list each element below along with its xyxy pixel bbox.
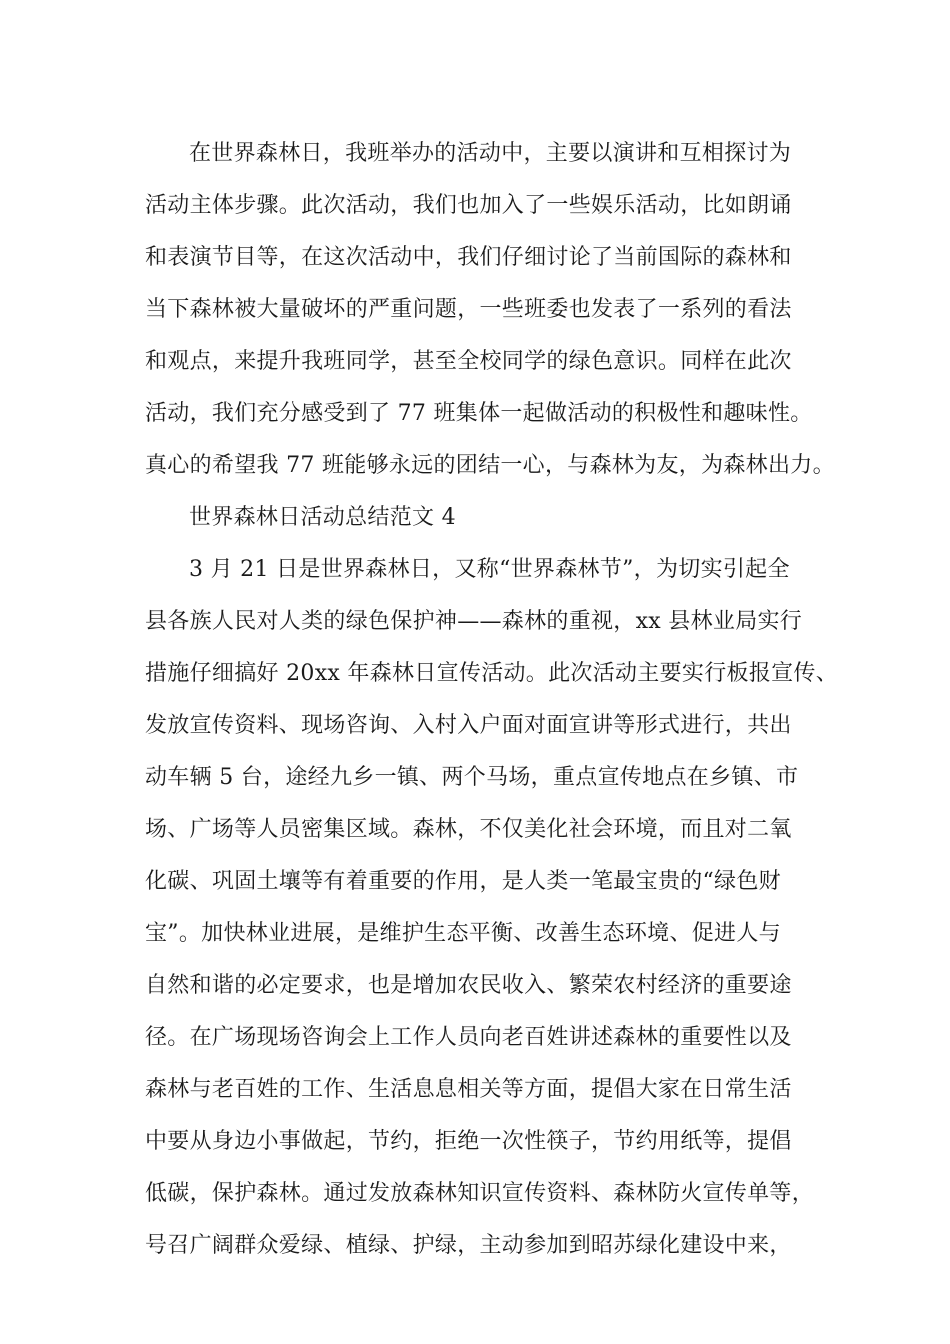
paragraph-line: 森林与老百姓的工作、生活息息相关等方面，提倡大家在日常生活 bbox=[145, 1077, 792, 1102]
paragraph-line: 活动主体步骤。此次活动，我们也加入了一些娱乐活动，比如朗诵 bbox=[145, 193, 792, 218]
paragraph-line: 措施仔细搞好 20xx 年森林日宣传活动。此次活动主要实行板报宣传、 bbox=[145, 661, 838, 686]
document-body bbox=[145, 128, 838, 1272]
paragraph-line: 场、广场等人员密集区域。森林，不仅美化社会环境，而且对二氧 bbox=[145, 817, 792, 842]
paragraph-line: 和表演节目等，在这次活动中，我们仔细讨论了当前国际的森林和 bbox=[145, 245, 792, 270]
paragraph-line: 发放宣传资料、现场咨询、入村入户面对面宣讲等形式进行，共出 bbox=[145, 713, 792, 738]
paragraph-line: 宝”。加快林业进展，是维护生态平衡、改善生态环境、促进人与 bbox=[145, 921, 781, 946]
paragraph-line: 在世界森林日，我班举办的活动中，主要以演讲和互相探讨为 bbox=[189, 141, 792, 166]
paragraph-line: 真心的希望我 77 班能够永远的团结一心，与森林为友，为森林出力。 bbox=[145, 453, 835, 478]
paragraph-line: 低碳，保护森林。通过发放森林知识宣传资料、森林防火宣传单等， bbox=[145, 1181, 815, 1206]
paragraph-line: 径。在广场现场咨询会上工作人员向老百姓讲述森林的重要性以及 bbox=[145, 1025, 792, 1050]
paragraph-line: 当下森林被大量破坏的严重问题，一些班委也发表了一系列的看法 bbox=[145, 297, 792, 322]
paragraph-line: 3 月 21 日是世界森林日，又称“世界森林节”，为切实引起全 bbox=[189, 557, 790, 582]
paragraph-line: 和观点，来提升我班同学，甚至全校同学的绿色意识。同样在此次 bbox=[145, 349, 792, 374]
paragraph-line: 动车辆 5 台，途经九乡一镇、两个马场，重点宣传地点在乡镇、市 bbox=[145, 765, 799, 790]
paragraph-line: 自然和谐的必定要求，也是增加农民收入、繁荣农村经济的重要途 bbox=[145, 973, 792, 998]
paragraph-line: 县各族人民对人类的绿色保护神——森林的重视，xx 县林业局实行 bbox=[145, 609, 803, 634]
paragraph-line: 号召广阔群众爱绿、植绿、护绿，主动参加到昭苏绿化建设中来， bbox=[145, 1233, 792, 1258]
paragraph-line: 中要从身边小事做起，节约，拒绝一次性筷子，节约用纸等，提倡 bbox=[145, 1129, 792, 1154]
section-heading: 世界森林日活动总结范文 4 bbox=[189, 505, 456, 530]
paragraph-line: 化碳、巩固土壤等有着重要的作用，是人类一笔最宝贵的“绿色财 bbox=[145, 869, 781, 894]
paragraph-line: 活动，我们充分感受到了 77 班集体一起做活动的积极性和趣味性。 bbox=[145, 401, 813, 426]
